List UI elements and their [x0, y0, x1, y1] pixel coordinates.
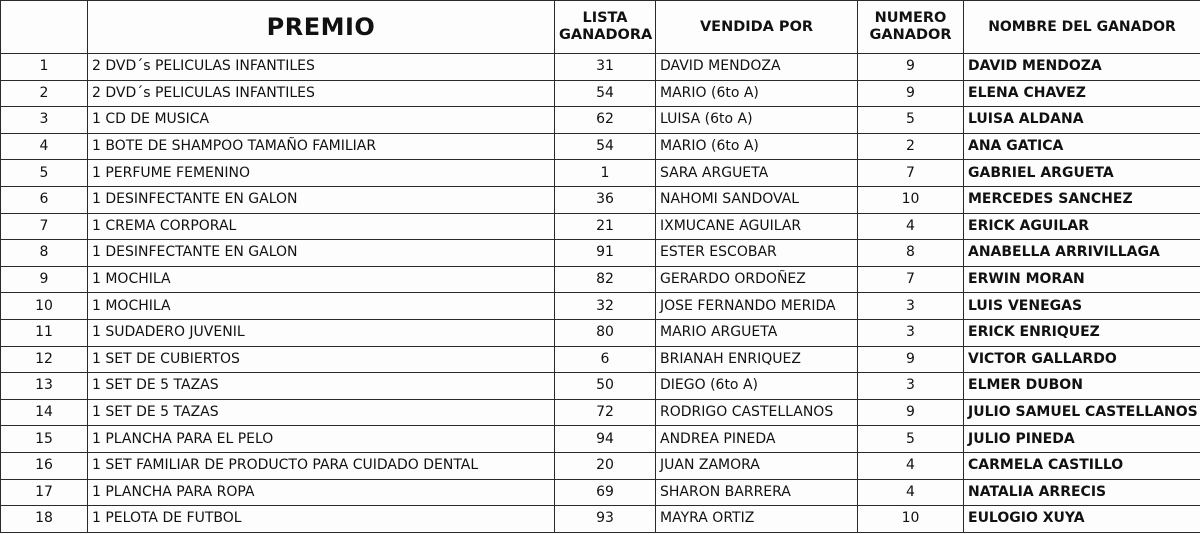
table-row [1, 107, 1200, 134]
cell-premio: 1 CD DE MUSICA [88, 107, 555, 134]
cell-nombre-ganador: LUIS VENEGAS [964, 293, 1200, 320]
cell-lista-ganadora: 54 [555, 80, 656, 107]
table-row [1, 133, 1200, 160]
cell-nombre-ganador: CARMELA CASTILLO [964, 452, 1200, 479]
cell-vendida-por: ANDREA PINEDA [656, 426, 858, 453]
table-header [1, 1, 1200, 54]
cell-number: 8 [1, 240, 88, 267]
cell-numero-ganador: 3 [858, 319, 964, 346]
cell-number: 5 [1, 160, 88, 187]
cell-number: 6 [1, 186, 88, 213]
header-lista-ganadora [555, 1, 656, 54]
cell-nombre-ganador: ANA GATICA [964, 133, 1200, 160]
cell-number: 18 [1, 506, 88, 533]
cell-nombre-ganador: EULOGIO XUYA [964, 506, 1200, 533]
cell-numero-ganador: 9 [858, 54, 964, 81]
table-row [1, 293, 1200, 320]
cell-lista-ganadora: 1 [555, 160, 656, 187]
cell-numero-ganador: 8 [858, 240, 964, 267]
cell-vendida-por: DAVID MENDOZA [656, 54, 858, 81]
table-row [1, 160, 1200, 187]
cell-premio: 1 MOCHILA [88, 266, 555, 293]
header-nombre-ganador: NOMBRE DEL GANADOR [964, 1, 1200, 54]
cell-nombre-ganador: DAVID MENDOZA [964, 54, 1200, 81]
cell-nombre-ganador: ERICK AGUILAR [964, 213, 1200, 240]
cell-vendida-por: IXMUCANE AGUILAR [656, 213, 858, 240]
cell-numero-ganador: 10 [858, 186, 964, 213]
cell-numero-ganador: 9 [858, 346, 964, 373]
cell-lista-ganadora: 21 [555, 213, 656, 240]
cell-number: 2 [1, 80, 88, 107]
cell-nombre-ganador: ERWIN MORAN [964, 266, 1200, 293]
cell-premio: 1 PERFUME FEMENINO [88, 160, 555, 187]
cell-lista-ganadora: 82 [555, 266, 656, 293]
table-row [1, 506, 1200, 533]
cell-premio: 1 CREMA CORPORAL [88, 213, 555, 240]
cell-nombre-ganador: ELENA CHAVEZ [964, 80, 1200, 107]
table-row [1, 54, 1200, 81]
header-vendida-por: VENDIDA POR [656, 1, 858, 54]
table-row [1, 479, 1200, 506]
cell-numero-ganador: 4 [858, 213, 964, 240]
cell-lista-ganadora: 94 [555, 426, 656, 453]
cell-number: 10 [1, 293, 88, 320]
cell-vendida-por: BRIANAH ENRIQUEZ [656, 346, 858, 373]
cell-nombre-ganador: ELMER DUBON [964, 373, 1200, 400]
cell-number: 17 [1, 479, 88, 506]
cell-vendida-por: NAHOMI SANDOVAL [656, 186, 858, 213]
cell-vendida-por: MAYRA ORTIZ [656, 506, 858, 533]
cell-nombre-ganador: VICTOR GALLARDO [964, 346, 1200, 373]
cell-lista-ganadora: 62 [555, 107, 656, 134]
cell-vendida-por: MARIO ARGUETA [656, 319, 858, 346]
cell-numero-ganador: 7 [858, 266, 964, 293]
table-row [1, 240, 1200, 267]
table-row [1, 399, 1200, 426]
cell-lista-ganadora: 80 [555, 319, 656, 346]
cell-lista-ganadora: 32 [555, 293, 656, 320]
header-index [1, 1, 88, 54]
cell-premio: 1 SET DE 5 TAZAS [88, 399, 555, 426]
cell-vendida-por: SHARON BARRERA [656, 479, 858, 506]
header-premio: PREMIO [88, 1, 555, 54]
cell-number: 9 [1, 266, 88, 293]
cell-numero-ganador: 9 [858, 80, 964, 107]
cell-vendida-por: LUISA (6to A) [656, 107, 858, 134]
cell-numero-ganador: 4 [858, 479, 964, 506]
cell-vendida-por: RODRIGO CASTELLANOS [656, 399, 858, 426]
header-lista-line2: GANADORA [559, 27, 653, 43]
cell-nombre-ganador: GABRIEL ARGUETA [964, 160, 1200, 187]
cell-lista-ganadora: 91 [555, 240, 656, 267]
cell-premio: 2 DVD´s PELICULAS INFANTILES [88, 54, 555, 81]
cell-numero-ganador: 3 [858, 293, 964, 320]
cell-number: 16 [1, 452, 88, 479]
cell-numero-ganador: 10 [858, 506, 964, 533]
cell-lista-ganadora: 69 [555, 479, 656, 506]
cell-number: 3 [1, 107, 88, 134]
header-numero-line1: NUMERO [874, 10, 947, 26]
cell-number: 12 [1, 346, 88, 373]
cell-vendida-por: MARIO (6to A) [656, 80, 858, 107]
cell-vendida-por: SARA ARGUETA [656, 160, 858, 187]
cell-premio: 1 DESINFECTANTE EN GALON [88, 186, 555, 213]
cell-nombre-ganador: NATALIA ARRECIS [964, 479, 1200, 506]
table-row [1, 213, 1200, 240]
cell-number: 11 [1, 319, 88, 346]
header-numero-line2: GANADOR [869, 27, 952, 43]
cell-lista-ganadora: 31 [555, 54, 656, 81]
cell-vendida-por: DIEGO (6to A) [656, 373, 858, 400]
cell-lista-ganadora: 6 [555, 346, 656, 373]
cell-nombre-ganador: JULIO SAMUEL CASTELLANOS [964, 399, 1200, 426]
cell-premio: 1 SET FAMILIAR DE PRODUCTO PARA CUIDADO DENTAL [88, 452, 555, 479]
cell-number: 7 [1, 213, 88, 240]
table-row [1, 266, 1200, 293]
table-row [1, 452, 1200, 479]
cell-numero-ganador: 2 [858, 133, 964, 160]
table-body [1, 54, 1200, 533]
cell-premio: 1 MOCHILA [88, 293, 555, 320]
cell-vendida-por: JOSE FERNANDO MERIDA [656, 293, 858, 320]
cell-nombre-ganador: ANABELLA ARRIVILLAGA [964, 240, 1200, 267]
cell-premio: 1 PELOTA DE FUTBOL [88, 506, 555, 533]
table-row [1, 346, 1200, 373]
cell-nombre-ganador: ERICK ENRIQUEZ [964, 319, 1200, 346]
cell-premio: 1 SET DE CUBIERTOS [88, 346, 555, 373]
cell-lista-ganadora: 36 [555, 186, 656, 213]
header-numero-ganador [858, 1, 964, 54]
cell-nombre-ganador: MERCEDES SANCHEZ [964, 186, 1200, 213]
cell-numero-ganador: 3 [858, 373, 964, 400]
table-row [1, 186, 1200, 213]
cell-vendida-por: GERARDO ORDOÑEZ [656, 266, 858, 293]
table-row [1, 80, 1200, 107]
cell-numero-ganador: 9 [858, 399, 964, 426]
cell-premio: 1 SET DE 5 TAZAS [88, 373, 555, 400]
cell-premio: 1 BOTE DE SHAMPOO TAMAÑO FAMILIAR [88, 133, 555, 160]
table-row [1, 426, 1200, 453]
table-row [1, 319, 1200, 346]
cell-lista-ganadora: 93 [555, 506, 656, 533]
cell-nombre-ganador: LUISA ALDANA [964, 107, 1200, 134]
header-lista-line1: LISTA [582, 10, 628, 26]
cell-lista-ganadora: 20 [555, 452, 656, 479]
header-row [1, 1, 1200, 54]
cell-numero-ganador: 5 [858, 107, 964, 134]
cell-numero-ganador: 4 [858, 452, 964, 479]
cell-vendida-por: ESTER ESCOBAR [656, 240, 858, 267]
cell-numero-ganador: 5 [858, 426, 964, 453]
cell-number: 14 [1, 399, 88, 426]
cell-number: 4 [1, 133, 88, 160]
cell-lista-ganadora: 50 [555, 373, 656, 400]
cell-premio: 1 PLANCHA PARA ROPA [88, 479, 555, 506]
cell-vendida-por: MARIO (6to A) [656, 133, 858, 160]
cell-number: 1 [1, 54, 88, 81]
cell-nombre-ganador: JULIO PINEDA [964, 426, 1200, 453]
cell-premio: 1 DESINFECTANTE EN GALON [88, 240, 555, 267]
cell-lista-ganadora: 54 [555, 133, 656, 160]
cell-numero-ganador: 7 [858, 160, 964, 187]
cell-number: 13 [1, 373, 88, 400]
cell-premio: 1 PLANCHA PARA EL PELO [88, 426, 555, 453]
table-row [1, 373, 1200, 400]
cell-lista-ganadora: 72 [555, 399, 656, 426]
cell-number: 15 [1, 426, 88, 453]
cell-premio: 1 SUDADERO JUVENIL [88, 319, 555, 346]
cell-premio: 2 DVD´s PELICULAS INFANTILES [88, 80, 555, 107]
cell-vendida-por: JUAN ZAMORA [656, 452, 858, 479]
